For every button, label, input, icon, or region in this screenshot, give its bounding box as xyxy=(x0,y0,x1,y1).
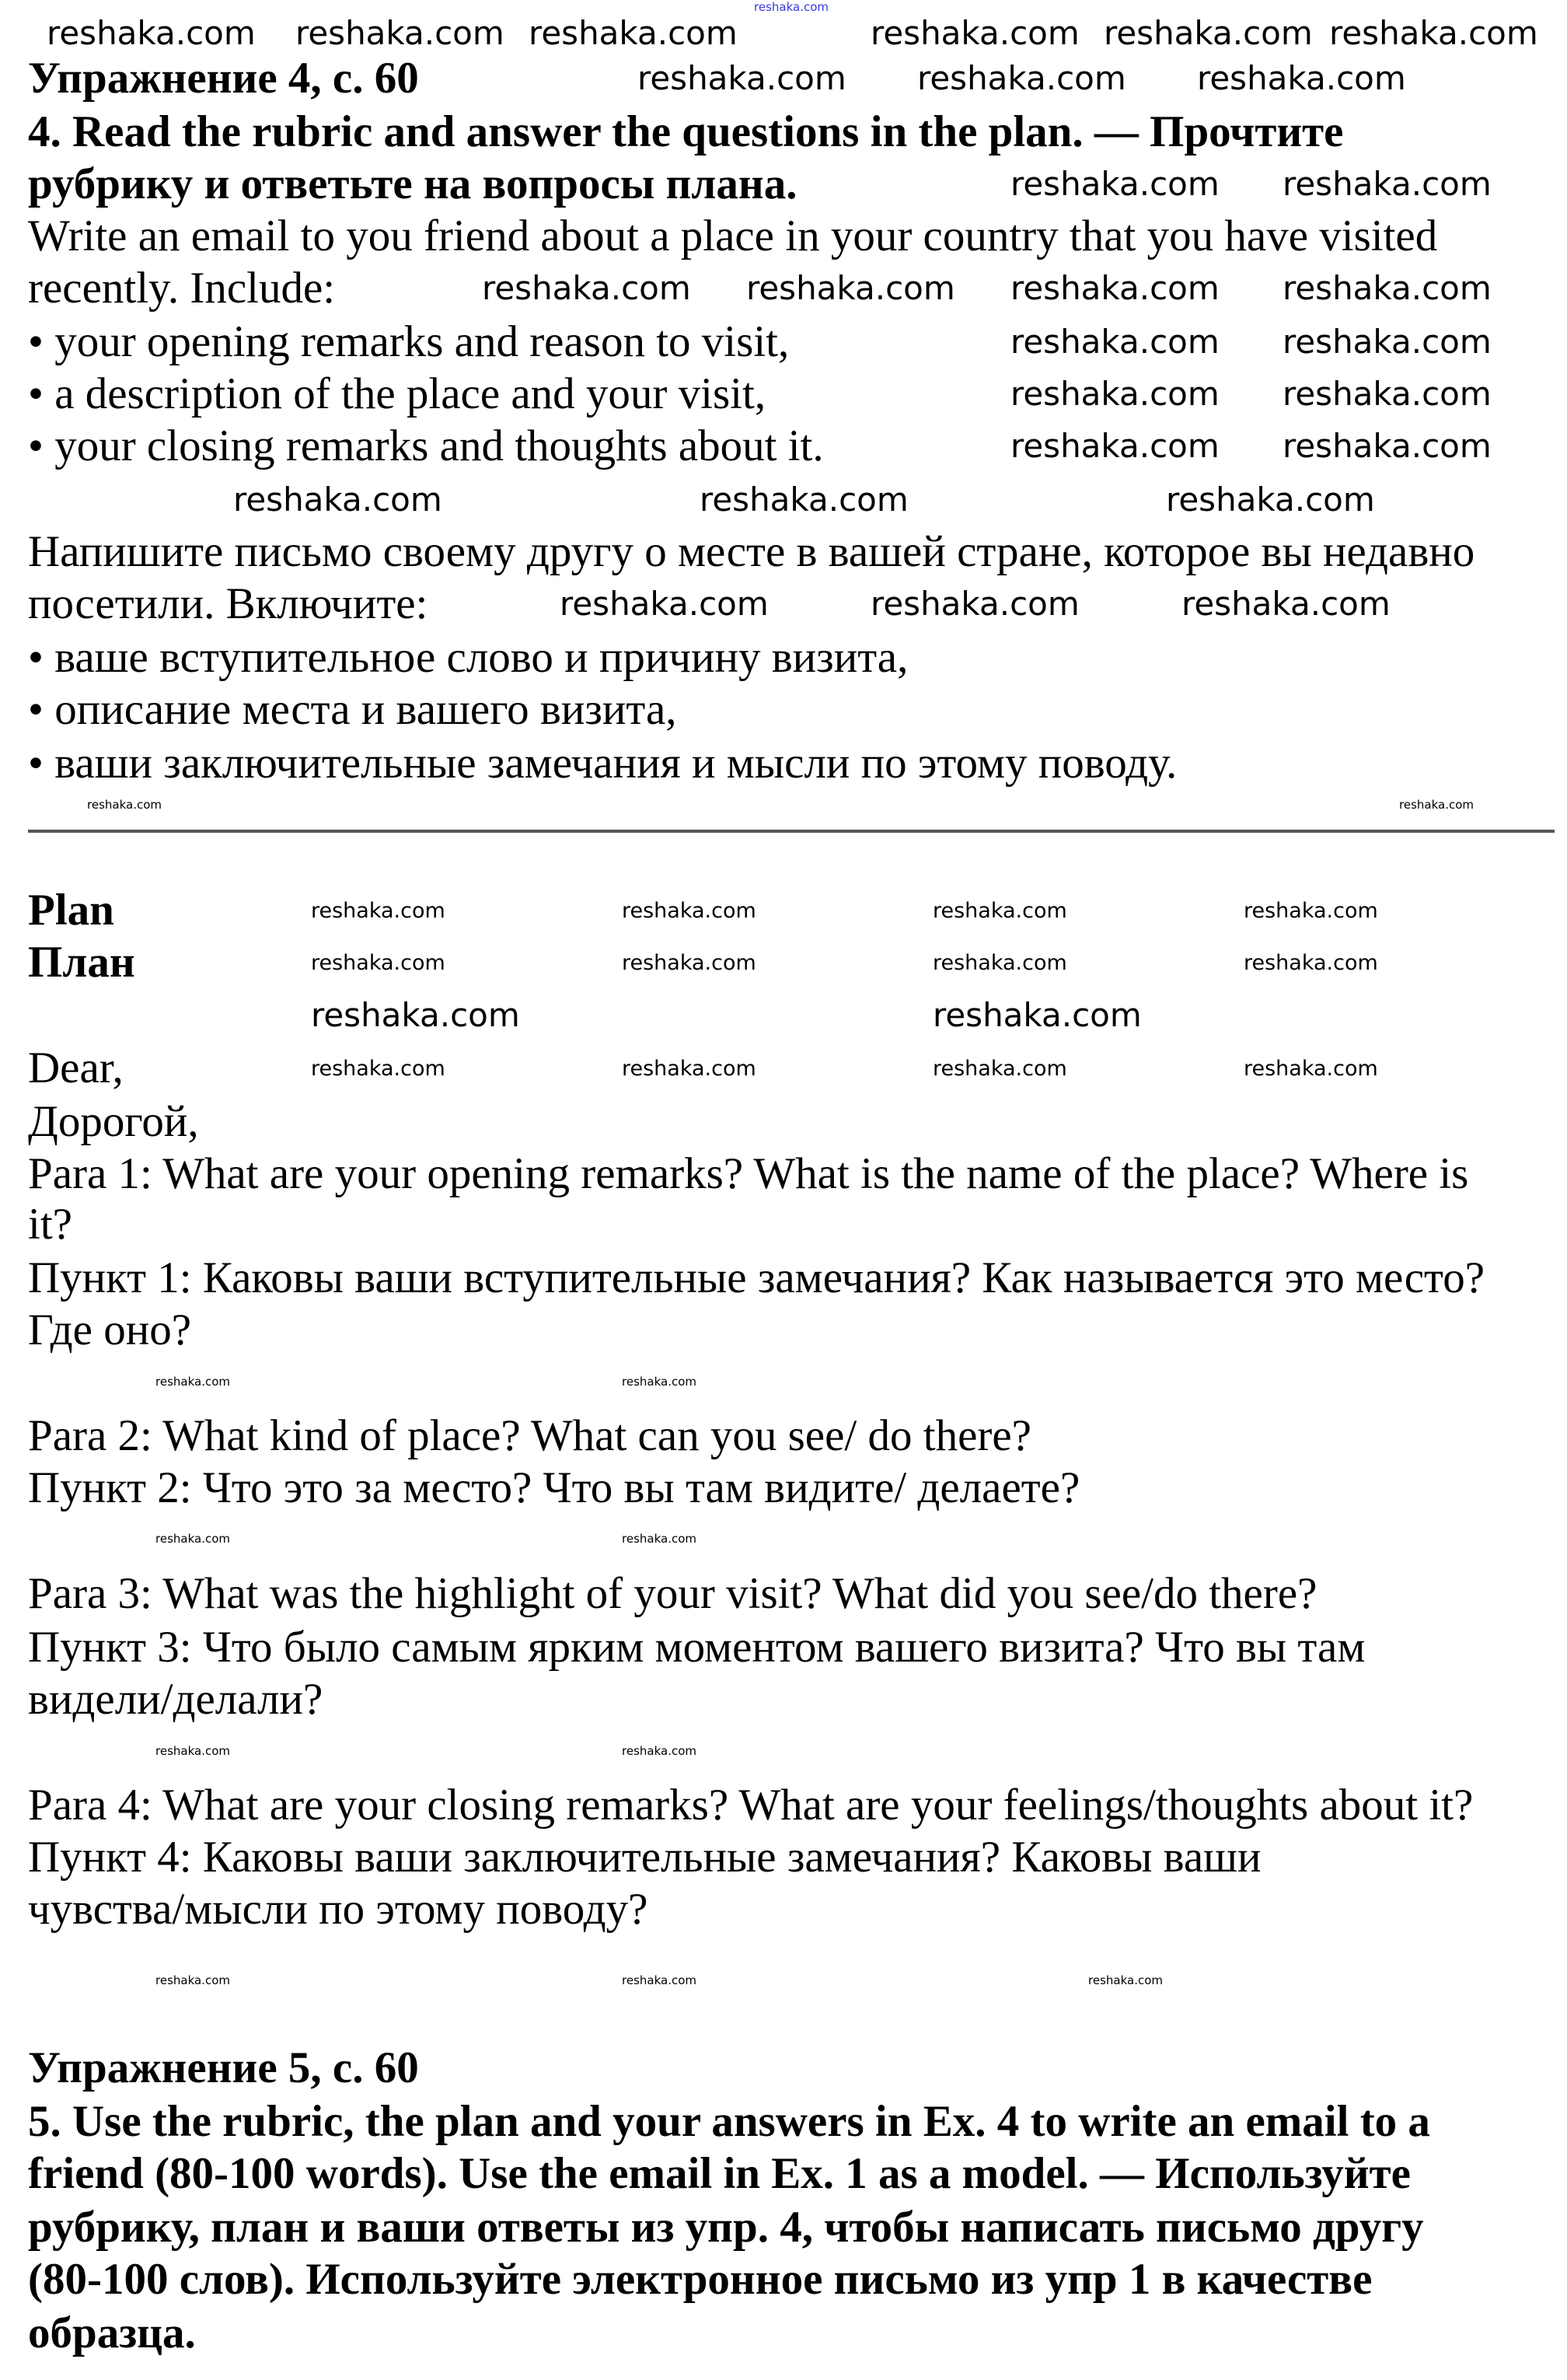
watermark: reshaka.com xyxy=(622,899,756,923)
watermark: reshaka.com xyxy=(622,1744,696,1758)
watermark: reshaka.com xyxy=(233,481,442,519)
watermark: reshaka.com xyxy=(1010,323,1220,361)
rubric-en-line: Write an email to you friend about a place in your country that you have visited xyxy=(28,211,1438,260)
exercise-4-title: Упражнение 4, с. 60 xyxy=(28,54,419,103)
watermark: reshaka.com xyxy=(754,0,829,14)
plan-line: Dear, xyxy=(28,1043,124,1092)
watermark: reshaka.com xyxy=(1104,14,1313,52)
watermark: reshaka.com xyxy=(933,996,1142,1034)
exercise-5-title: Упражнение 5, с. 60 xyxy=(28,2043,419,2092)
exercise-5-task: образца. xyxy=(28,2308,196,2357)
rubric-en-bullet: • your opening remarks and reason to visit, xyxy=(28,317,790,366)
watermark: reshaka.com xyxy=(871,585,1080,623)
watermark: reshaka.com xyxy=(933,1057,1067,1081)
plan-line: Пункт 1: Каковы ваши вступительные замечания? Как называется это место? xyxy=(28,1253,1485,1302)
plan-line: Para 1: What are your opening remarks? What is the name of the place? Where is xyxy=(28,1149,1469,1198)
rubric-ru-bullet: • ваши заключительные замечания и мысли по этому поводу. xyxy=(28,739,1178,788)
watermark: reshaka.com xyxy=(1197,59,1406,97)
watermark: reshaka.com xyxy=(746,269,955,307)
watermark: reshaka.com xyxy=(1283,323,1492,361)
watermark: reshaka.com xyxy=(917,59,1126,97)
plan-line: видели/делали? xyxy=(28,1675,323,1724)
watermark: reshaka.com xyxy=(1399,798,1474,812)
plan-line: it? xyxy=(28,1200,72,1249)
rubric-en-bullet: • your closing remarks and thoughts about it. xyxy=(28,421,824,470)
watermark: reshaka.com xyxy=(1088,1973,1163,1987)
watermark: reshaka.com xyxy=(933,951,1067,975)
watermark: reshaka.com xyxy=(560,585,769,623)
watermark: reshaka.com xyxy=(1283,269,1492,307)
watermark: reshaka.com xyxy=(700,481,909,519)
rubric-ru-bullet: • описание места и вашего визита, xyxy=(28,685,677,734)
rubric-en-line: recently. Include: xyxy=(28,264,336,313)
exercise-5-task: (80-100 слов). Используйте электронное письмо из упр 1 в качестве xyxy=(28,2255,1373,2304)
watermark: reshaka.com xyxy=(155,1744,230,1758)
plan-line: Пункт 2: Что это за место? Что вы там видите/ делаете? xyxy=(28,1463,1080,1512)
watermark: reshaka.com xyxy=(1181,585,1391,623)
watermark: reshaka.com xyxy=(311,951,445,975)
watermark: reshaka.com xyxy=(1010,427,1220,465)
watermark: reshaka.com xyxy=(47,14,256,52)
watermark: reshaka.com xyxy=(1010,375,1220,413)
exercise-4-task: 4. Read the rubric and answer the questions in the plan. — Прочтите xyxy=(28,107,1344,156)
watermark: reshaka.com xyxy=(1166,481,1375,519)
plan-line: Пункт 4: Каковы ваши заключительные замечания? Каковы ваши xyxy=(28,1833,1262,1882)
watermark: reshaka.com xyxy=(311,1057,445,1081)
watermark: reshaka.com xyxy=(295,14,504,52)
plan-line: Где оно? xyxy=(28,1305,192,1354)
watermark: reshaka.com xyxy=(1010,269,1220,307)
watermark: reshaka.com xyxy=(155,1532,230,1546)
rubric-ru-line: Напишите письмо своему другу о месте в вашей стране, которое вы недавно xyxy=(28,527,1475,576)
watermark: reshaka.com xyxy=(1329,14,1538,52)
watermark: reshaka.com xyxy=(1283,165,1492,203)
plan-line: Пункт 3: Что было самым ярким моментом вашего визита? Что вы там xyxy=(28,1623,1366,1672)
plan-line: Para 2: What kind of place? What can you see/ do there? xyxy=(28,1411,1031,1460)
watermark: reshaka.com xyxy=(637,59,846,97)
exercise-4-task: рубрику и ответьте на вопросы плана. xyxy=(28,159,797,208)
watermark: reshaka.com xyxy=(933,899,1067,923)
exercise-5-task: 5. Use the rubric, the plan and your answers in Ex. 4 to write an email to a xyxy=(28,2097,1430,2146)
watermark: reshaka.com xyxy=(622,951,756,975)
watermark: reshaka.com xyxy=(622,1057,756,1081)
watermark: reshaka.com xyxy=(529,14,738,52)
watermark: reshaka.com xyxy=(1010,165,1220,203)
watermark: reshaka.com xyxy=(1244,899,1378,923)
plan-title-en: Plan xyxy=(28,886,114,935)
watermark: reshaka.com xyxy=(1244,1057,1378,1081)
watermark: reshaka.com xyxy=(622,1532,696,1546)
exercise-5-task: рубрику, план и ваши ответы из упр. 4, чтобы написать письмо другу xyxy=(28,2203,1424,2252)
plan-line: Para 3: What was the highlight of your visit? What did you see/do there? xyxy=(28,1569,1317,1618)
watermark: reshaka.com xyxy=(311,996,520,1034)
rubric-en-bullet: • a description of the place and your visit, xyxy=(28,369,766,418)
watermark: reshaka.com xyxy=(482,269,691,307)
exercise-5-task: friend (80-100 words). Use the email in Ex. 1 as a model. — Используйте xyxy=(28,2149,1411,2198)
watermark: reshaka.com xyxy=(155,1375,230,1389)
watermark: reshaka.com xyxy=(1283,427,1492,465)
rubric-ru-bullet: • ваше вступительное слово и причину визита, xyxy=(28,633,909,682)
plan-line: Para 4: What are your closing remarks? What are your feelings/thoughts about it? xyxy=(28,1781,1474,1830)
plan-line: чувства/мысли по этому поводу? xyxy=(28,1885,648,1934)
watermark: reshaka.com xyxy=(87,798,162,812)
watermark: reshaka.com xyxy=(622,1973,696,1987)
plan-line: Дорогой, xyxy=(28,1097,199,1146)
divider xyxy=(28,830,1555,833)
watermark: reshaka.com xyxy=(622,1375,696,1389)
rubric-ru-line: посетили. Включите: xyxy=(28,579,428,628)
watermark: reshaka.com xyxy=(1244,951,1378,975)
plan-title-ru: План xyxy=(28,938,135,987)
watermark: reshaka.com xyxy=(311,899,445,923)
watermark: reshaka.com xyxy=(155,1973,230,1987)
watermark: reshaka.com xyxy=(871,14,1080,52)
watermark: reshaka.com xyxy=(1283,375,1492,413)
